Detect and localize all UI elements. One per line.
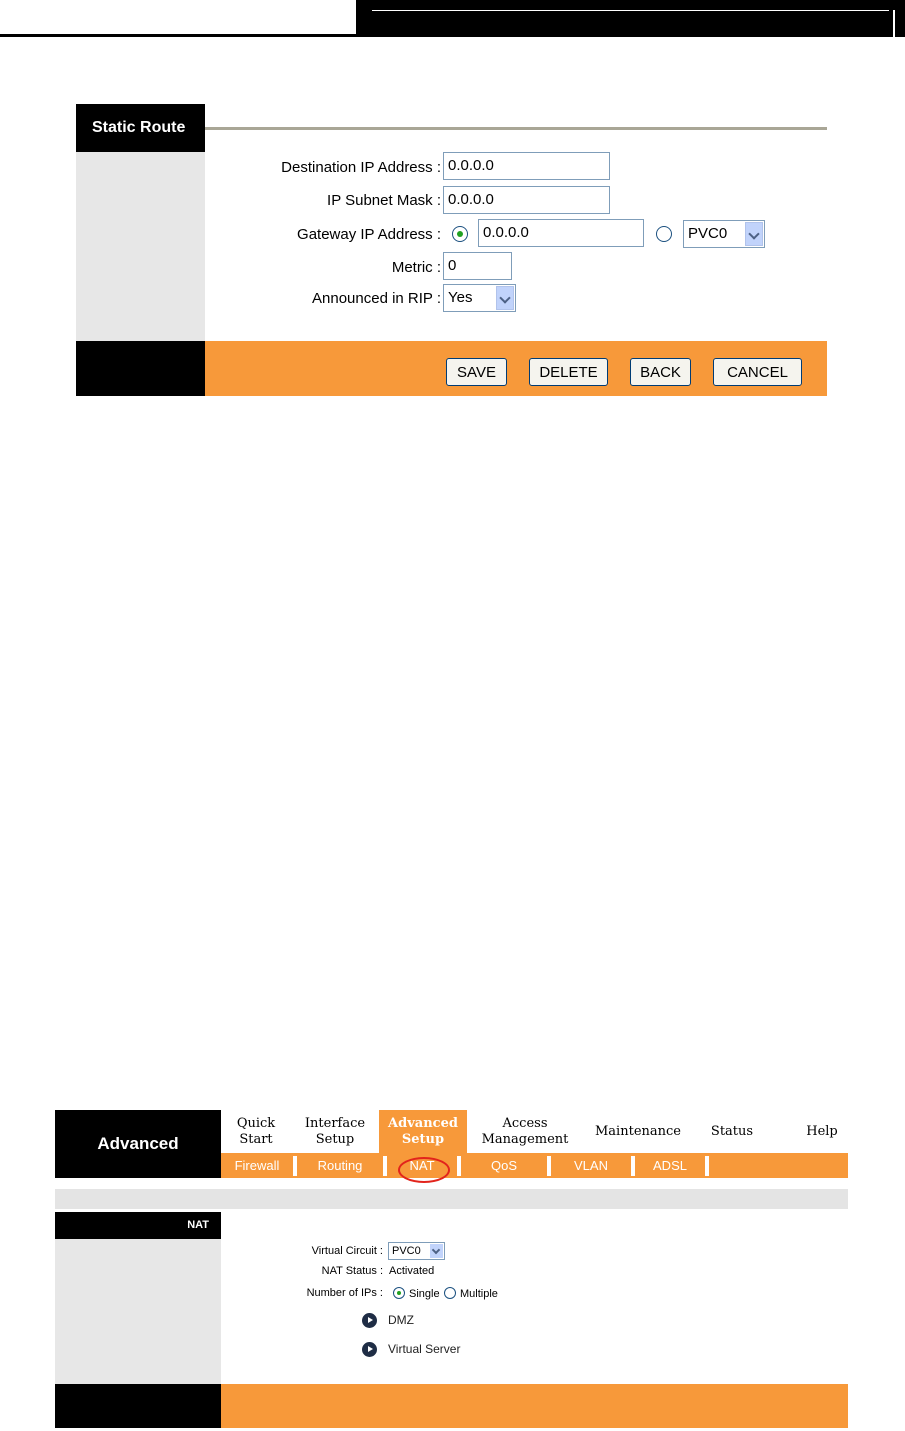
tab-label-1: Advanced [388, 1116, 458, 1131]
tab-quick-start[interactable] [233, 1116, 279, 1148]
nat-section-title: NAT [55, 1212, 221, 1239]
subnav-adsl[interactable]: ADSL [653, 1158, 687, 1173]
router-ui [55, 1110, 848, 1428]
rip-select[interactable] [443, 284, 516, 312]
dmz-link[interactable]: DMZ [388, 1313, 414, 1327]
subnet-mask-input[interactable]: 0.0.0.0 [443, 186, 610, 214]
delete-button[interactable]: DELETE [529, 358, 608, 386]
footer-bar [221, 1384, 848, 1428]
virtual-circuit-select[interactable] [388, 1242, 445, 1260]
gateway-ip-input[interactable]: 0.0.0.0 [478, 219, 644, 247]
tab-label-1: Access [502, 1116, 548, 1131]
subnav-routing[interactable]: Routing [317, 1158, 363, 1173]
subnet-mask-label: IP Subnet Mask : [327, 192, 441, 209]
chevron-down-icon [496, 286, 514, 310]
tab-label-2: Management [481, 1132, 569, 1147]
footer-left [76, 341, 205, 396]
dest-ip-label: Destination IP Address : [281, 159, 441, 176]
cancel-button[interactable]: CANCEL [713, 358, 802, 386]
subnav-qos[interactable]: QoS [490, 1158, 517, 1173]
tab-label-1: Interface [304, 1116, 366, 1131]
title-divider [205, 127, 827, 130]
tab-label-2: Setup [401, 1132, 445, 1147]
tab-advanced-setup[interactable] [379, 1110, 467, 1153]
chevron-down-icon [745, 222, 763, 246]
header-rule [0, 34, 356, 37]
subnav-vlan[interactable]: VLAN [574, 1158, 608, 1173]
nat-highlight-circle [398, 1157, 450, 1183]
nat-status-value: Activated [389, 1265, 435, 1277]
subnav-nat[interactable]: NAT [409, 1158, 435, 1173]
main-nav [221, 1110, 848, 1153]
tab-access-management[interactable] [477, 1116, 573, 1148]
side-column [55, 1239, 221, 1384]
rip-value: Yes [448, 289, 473, 306]
static-route-panel [76, 104, 827, 396]
sub-nav [221, 1153, 848, 1178]
metric-label: Metric : [391, 259, 441, 276]
arrow-bullet-icon [362, 1342, 377, 1357]
back-button[interactable]: BACK [630, 358, 691, 386]
gateway-pvc-select[interactable] [683, 220, 765, 248]
ips-single-radio[interactable] [393, 1287, 405, 1299]
virtual-circuit-value: PVC0 [392, 1245, 421, 1257]
header-inner-line [372, 10, 889, 11]
gateway-ip-radio[interactable] [452, 226, 468, 242]
tab-interface-setup[interactable] [301, 1116, 369, 1148]
ips-multiple-radio[interactable] [444, 1287, 456, 1299]
brand-section-title: Advanced [55, 1110, 221, 1178]
tab-help[interactable]: Help [806, 1124, 838, 1139]
static-route-title: Static Route [76, 104, 205, 152]
number-of-ips-label: Number of IPs : [306, 1287, 383, 1299]
header-notch [893, 10, 895, 37]
tab-label-1: Quick [236, 1116, 276, 1131]
gateway-ip-label: Gateway IP Address : [297, 226, 441, 243]
separator-bar [55, 1189, 848, 1209]
virtual-circuit-label: Virtual Circuit : [311, 1245, 383, 1257]
ips-multiple-label: Multiple [460, 1288, 498, 1300]
ips-single-label: Single [409, 1288, 440, 1300]
tab-maintenance[interactable]: Maintenance [595, 1124, 681, 1139]
header-bar [356, 0, 905, 37]
arrow-bullet-icon [362, 1313, 377, 1328]
save-button[interactable]: SAVE [446, 358, 507, 386]
gateway-pvc-radio[interactable] [656, 226, 672, 242]
side-column [76, 152, 205, 341]
nat-status-label: NAT Status : [321, 1265, 383, 1277]
tab-status[interactable]: Status [710, 1124, 754, 1139]
dest-ip-input[interactable]: 0.0.0.0 [443, 152, 610, 180]
subnav-firewall[interactable]: Firewall [234, 1158, 280, 1173]
chevron-down-icon [430, 1244, 443, 1258]
rip-label: Announced in RIP : [312, 290, 441, 307]
tab-label-2: Start [239, 1132, 273, 1147]
tab-label-2: Setup [315, 1132, 355, 1147]
subnav-divider [705, 1156, 709, 1176]
gateway-pvc-value: PVC0 [688, 225, 728, 242]
metric-input[interactable]: 0 [443, 252, 512, 280]
virtual-server-link[interactable]: Virtual Server [388, 1342, 461, 1356]
footer-left [55, 1384, 221, 1428]
